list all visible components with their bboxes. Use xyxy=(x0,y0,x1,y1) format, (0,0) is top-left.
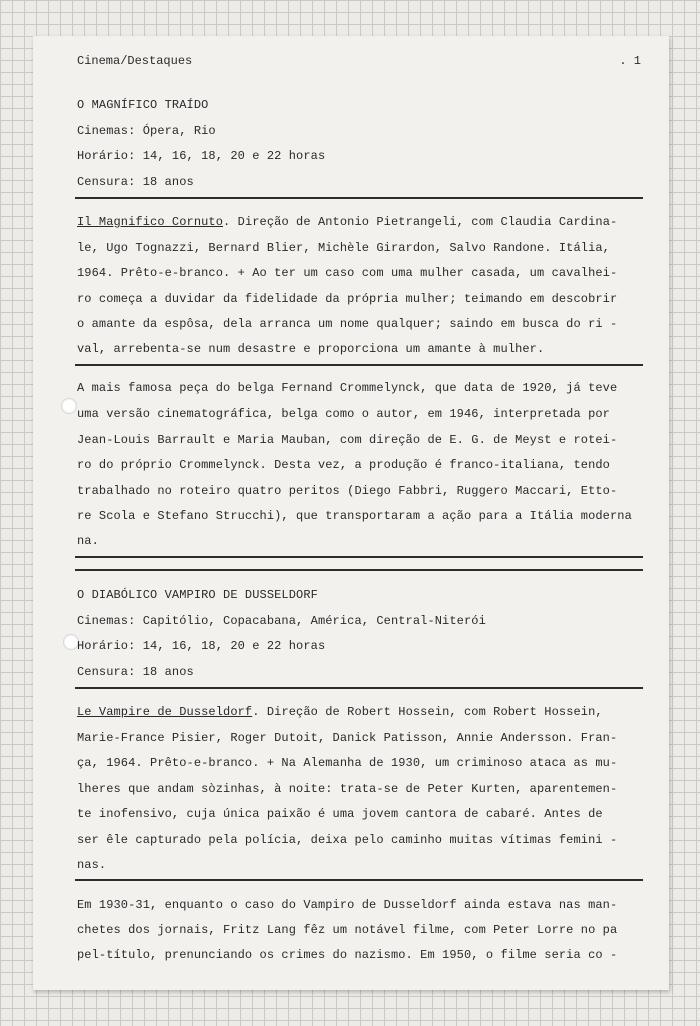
divider xyxy=(75,197,643,199)
film2-synopsis-line: te inofensivo, cuja única paixão é uma jovem cantora de cabaré. Antes de xyxy=(77,807,603,821)
divider xyxy=(75,364,643,366)
film2-synopsis-line: lheres que andam sòzinhas, à noite: trata-se de Peter Kurten, aparentemen- xyxy=(77,782,618,796)
film2-comment-line: Em 1930-31, enquanto o caso do Vampiro de Dusseldorf ainda estava nas man- xyxy=(77,898,618,912)
film2-synopsis-line: Le Vampire de Dusseldorf. Direção de Robert Hossein, com Robert Hossein, xyxy=(77,705,603,719)
film2-cinemas: Cinemas: Capitólio, Copacabana, América, Central-Niterói xyxy=(77,614,486,628)
film1-cinemas: Cinemas: Ópera, Rio xyxy=(77,124,216,138)
film1-synopsis-line: o amante da espôsa, dela arranca um nome qualquer; saindo em busca do ri - xyxy=(77,317,618,331)
film2-comment-line: chetes dos jornais, Fritz Lang fêz um notável filme, com Peter Lorre no pa xyxy=(77,923,618,937)
film2-synopsis-line: ser êle capturado pela polícia, deixa pelo caminho muitas vítimas femini - xyxy=(77,833,618,847)
film2-synopsis-line: nas. xyxy=(77,858,107,872)
page-header xyxy=(77,54,641,68)
film2-title: O DIABÓLICO VAMPIRO DE DUSSELDORF xyxy=(77,588,318,602)
divider xyxy=(75,569,643,571)
film1-synopsis-text: Direção de Antonio Pietrangeli, com Claudia Cardina- xyxy=(237,215,618,229)
section-label: Cinema/Destaques xyxy=(77,54,193,68)
film1-comment-line: Jean-Louis Barrault e Maria Mauban, com direção de E. G. de Meyst e rotei- xyxy=(77,433,618,447)
film2-horario: Horário: 14, 16, 18, 20 e 22 horas xyxy=(77,639,326,653)
film1-title: O MAGNÍFICO TRAÍDO xyxy=(77,98,209,112)
film2-synopsis-text: Direção de Robert Hossein, com Robert Hossein, xyxy=(266,705,603,719)
divider xyxy=(75,556,643,558)
film2-comment-line: pel-título, prenunciando os crimes do nazismo. Em 1950, o filme seria co - xyxy=(77,948,618,962)
film1-comment-line: na. xyxy=(77,534,99,548)
film1-synopsis-line: val, arrebenta-se num desastre e proporciona um amante à mulher. xyxy=(77,342,545,356)
punch-hole-top xyxy=(61,398,77,414)
film2-original-title: Le Vampire de Dusseldorf xyxy=(77,705,253,719)
typed-page xyxy=(33,36,669,990)
film2-synopsis-line: Marie-France Pisier, Roger Dutoit, Danick Patisson, Annie Andersson. Fran- xyxy=(77,731,618,745)
film1-synopsis-line: ro começa a duvidar da fidelidade da própria mulher; teimando em descobrir xyxy=(77,292,618,306)
film1-censura: Censura: 18 anos xyxy=(77,175,194,189)
film1-comment-line: ro do próprio Crommelynck. Desta vez, a produção é franco-italiana, tendo xyxy=(77,458,610,472)
divider xyxy=(75,687,643,689)
film1-comment-line: uma versão cinematográfica, belga como o autor, em 1946, interpretada por xyxy=(77,407,610,421)
film2-censura: Censura: 18 anos xyxy=(77,665,194,679)
film1-synopsis-line: Il Magnifico Cornuto. Direção de Antonio Pietrangeli, com Claudia Cardina- xyxy=(77,215,618,229)
film1-comment-line: trabalhado no roteiro quatro peritos (Diego Fabbri, Ruggero Maccari, Etto- xyxy=(77,484,618,498)
film1-original-title: Il Magnifico Cornuto xyxy=(77,215,224,229)
film1-comment-line: A mais famosa peça do belga Fernand Crommelynck, que data de 1920, já teve xyxy=(77,381,618,395)
film1-horario: Horário: 14, 16, 18, 20 e 22 horas xyxy=(77,149,326,163)
divider xyxy=(75,879,643,881)
film1-synopsis-line: le, Ugo Tognazzi, Bernard Blier, Michèle Girardon, Salvo Randone. Itália, xyxy=(77,241,610,255)
film2-synopsis-line: ça, 1964. Prêto-e-branco. + Na Alemanha de 1930, um criminoso ataca as mu- xyxy=(77,756,618,770)
film1-synopsis-line: 1964. Prêto-e-branco. + Ao ter um caso com uma mulher casada, um cavalhei- xyxy=(77,266,618,280)
film1-comment-line: re Scola e Stefano Strucchi), que transportaram a ação para a Itália moderna xyxy=(77,509,632,523)
page-number: . 1 xyxy=(619,54,641,68)
